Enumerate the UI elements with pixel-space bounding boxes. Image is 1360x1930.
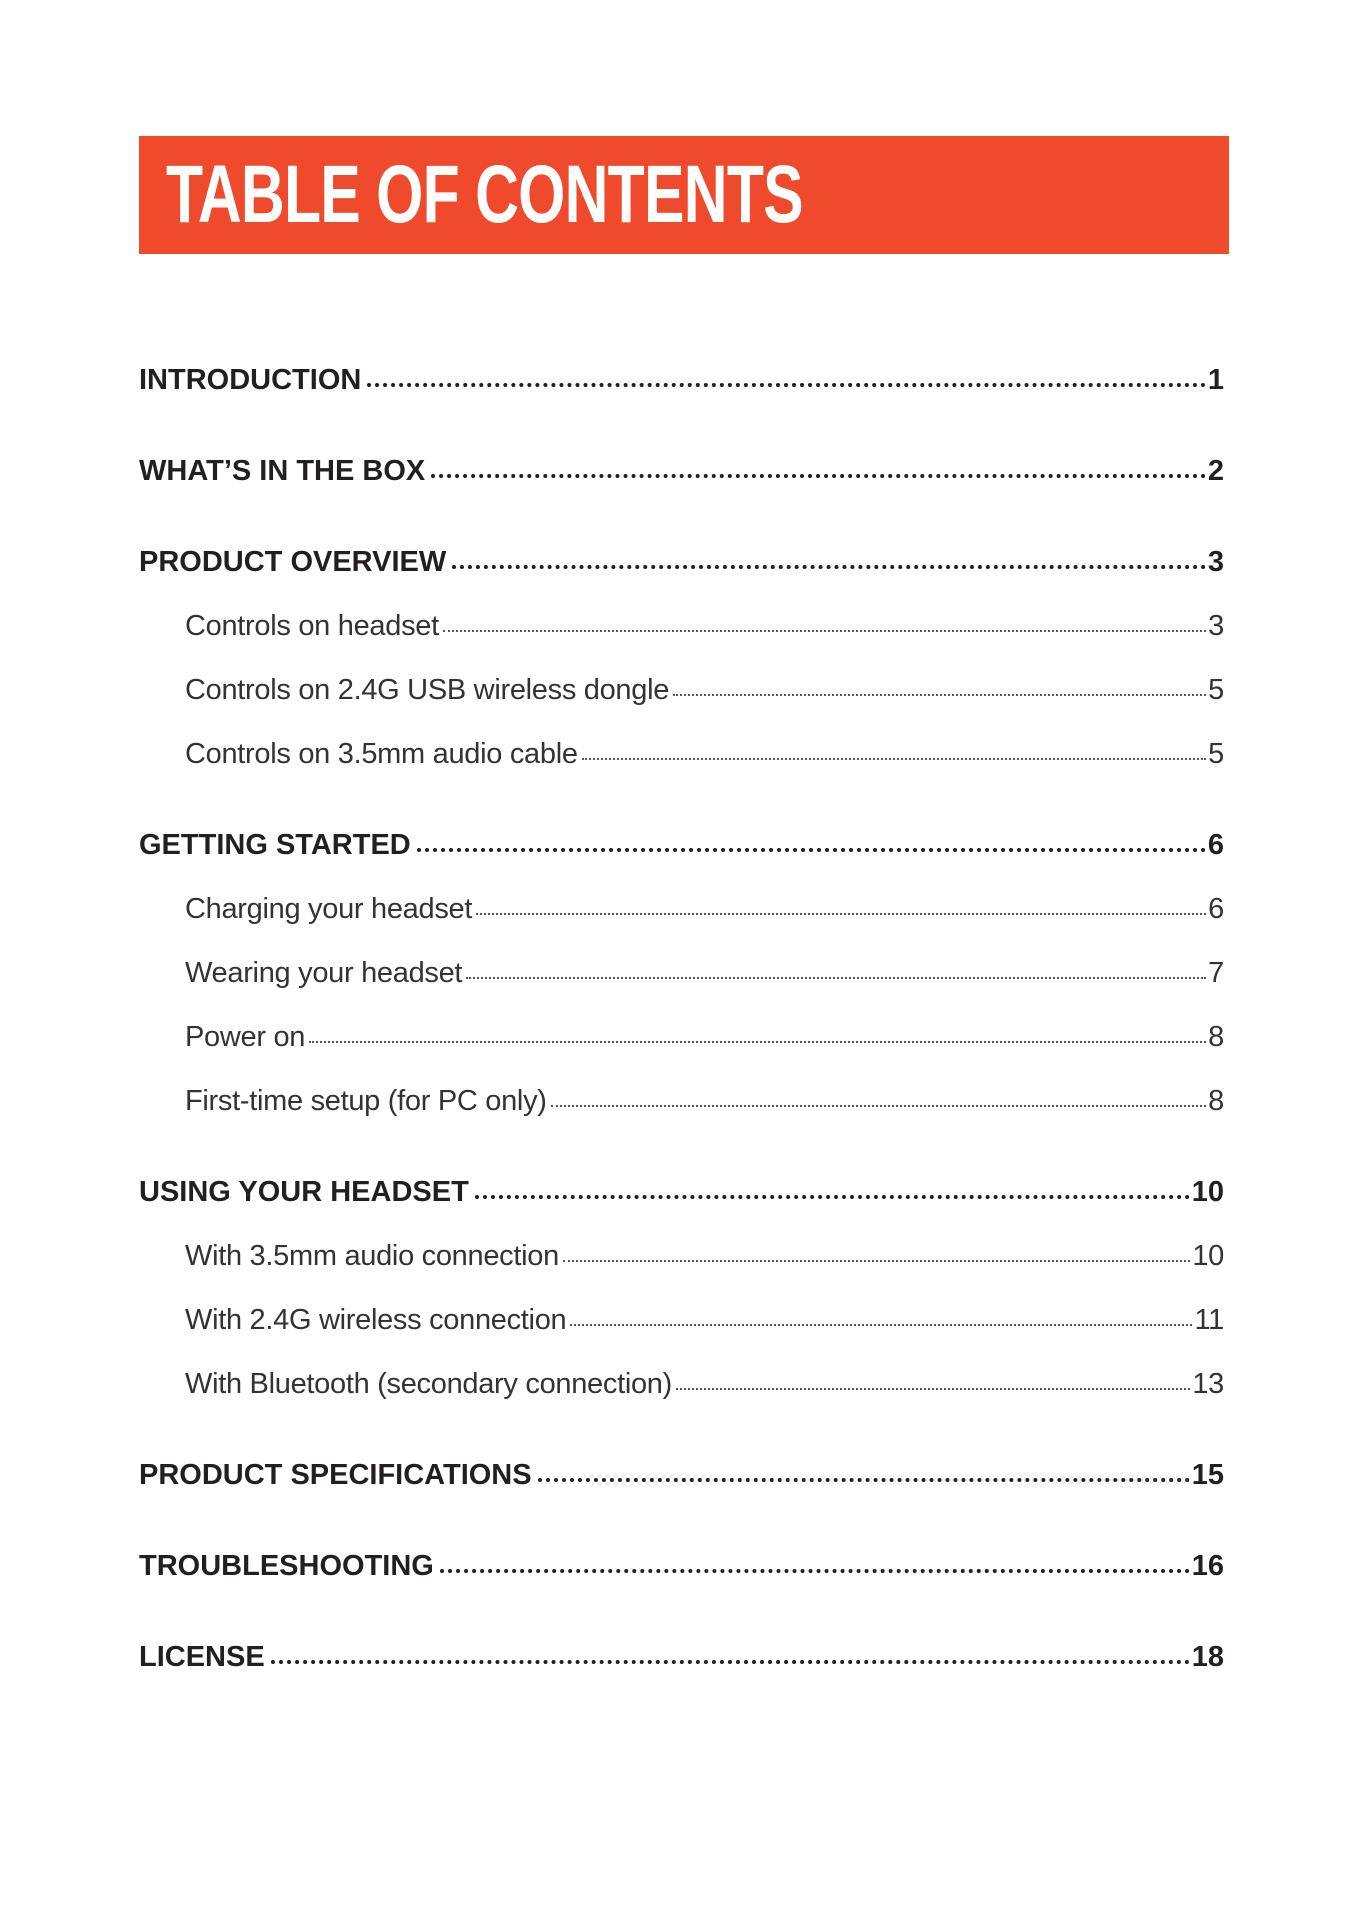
dot-leader: [551, 1105, 1207, 1107]
toc-subentry-controls-on-headset[interactable]: [185, 610, 1224, 643]
toc-page-number: 13: [1192, 1368, 1224, 1400]
toc-entry-label: LICENSE: [139, 1641, 265, 1673]
toc-page-number: 3: [1208, 610, 1224, 642]
toc-page-number: 8: [1208, 1085, 1224, 1117]
toc-subentry-bluetooth[interactable]: [185, 1368, 1224, 1401]
toc-page-number: 6: [1207, 829, 1224, 861]
dot-leader: [309, 1041, 1206, 1043]
toc-subentry-wireless-connection[interactable]: [185, 1304, 1224, 1337]
dot-leader: [538, 1478, 1190, 1482]
toc-entry-product-overview[interactable]: [139, 546, 1224, 579]
toc-entry-label: USING YOUR HEADSET: [139, 1176, 469, 1208]
page-title: TABLE OF CONTENTS: [166, 149, 803, 240]
dot-leader: [440, 1569, 1190, 1573]
toc-subentry-label: Power on: [185, 1021, 306, 1053]
toc-subentry-power-on[interactable]: [185, 1021, 1224, 1054]
dot-leader: [443, 630, 1206, 632]
toc-subentry-label: With 3.5mm audio connection: [185, 1240, 559, 1272]
dot-leader: [452, 565, 1206, 569]
toc-subentry-label: Controls on 2.4G USB wireless dongle: [185, 674, 670, 706]
toc-subentry-controls-on-dongle[interactable]: [185, 674, 1224, 707]
toc-entry-label: PRODUCT OVERVIEW: [139, 546, 447, 578]
toc-subentry-label: Charging your headset: [185, 893, 473, 925]
dot-leader: [570, 1324, 1192, 1326]
dot-leader: [563, 1260, 1190, 1262]
toc-subentry-label: Wearing your headset: [185, 957, 463, 989]
dot-leader: [271, 1660, 1190, 1664]
toc-subentry-label: Controls on 3.5mm audio cable: [185, 738, 578, 770]
toc-page-number: 5: [1208, 674, 1224, 706]
toc-entry-introduction[interactable]: [139, 364, 1224, 397]
dot-leader: [476, 913, 1206, 915]
toc-entry-label: WHAT’S IN THE BOX: [139, 455, 426, 487]
toc-entry-label: GETTING STARTED: [139, 829, 411, 861]
toc-entry-getting-started[interactable]: [139, 829, 1224, 862]
toc-entry-troubleshooting[interactable]: [139, 1550, 1224, 1583]
toc-page-number: 8: [1208, 1021, 1224, 1053]
toc-entry-label: TROUBLESHOOTING: [139, 1550, 434, 1582]
toc-page-number: 1: [1207, 364, 1224, 396]
toc-page-number: 7: [1208, 957, 1224, 989]
toc-entry-using-your-headset[interactable]: [139, 1176, 1224, 1209]
toc-page-number: 15: [1191, 1459, 1224, 1491]
dot-leader: [582, 758, 1206, 760]
toc-entry-whats-in-the-box[interactable]: [139, 455, 1224, 488]
toc-page-number: 6: [1208, 893, 1224, 925]
toc-entry-label: PRODUCT SPECIFICATIONS: [139, 1459, 532, 1491]
toc-subentry-label: With 2.4G wireless connection: [185, 1304, 567, 1336]
toc-entry-label: INTRODUCTION: [139, 364, 362, 396]
dot-leader: [466, 977, 1206, 979]
toc-subentry-label: With Bluetooth (secondary connection): [185, 1368, 672, 1400]
dot-leader: [676, 1388, 1190, 1390]
toc-subentry-label: Controls on headset: [185, 610, 439, 642]
toc-subentry-charging[interactable]: [185, 893, 1224, 926]
toc-subentry-label: First-time setup (for PC only): [185, 1085, 547, 1117]
toc-page-number: 18: [1191, 1641, 1224, 1673]
dot-leader: [475, 1195, 1190, 1199]
toc-subentry-first-time-setup[interactable]: [185, 1085, 1224, 1118]
toc-page-number: 11: [1194, 1304, 1224, 1336]
toc-entry-license[interactable]: [139, 1641, 1224, 1674]
dot-leader: [673, 694, 1206, 696]
toc-entry-product-specifications[interactable]: [139, 1459, 1224, 1492]
dot-leader: [431, 474, 1206, 478]
toc-page-number: 5: [1208, 738, 1224, 770]
toc-page-number: 16: [1191, 1550, 1224, 1582]
dot-leader: [367, 383, 1206, 387]
toc-page-number: 2: [1207, 455, 1224, 487]
toc-page-number: 10: [1191, 1176, 1224, 1208]
dot-leader: [417, 848, 1206, 852]
toc-subentry-controls-on-audio-cable[interactable]: [185, 738, 1224, 771]
title-banner: [139, 136, 1229, 254]
toc-subentry-3-5mm-connection[interactable]: [185, 1240, 1224, 1273]
toc-page-number: 3: [1207, 546, 1224, 578]
toc-subentry-wearing[interactable]: [185, 957, 1224, 990]
toc-page-number: 10: [1192, 1240, 1224, 1272]
